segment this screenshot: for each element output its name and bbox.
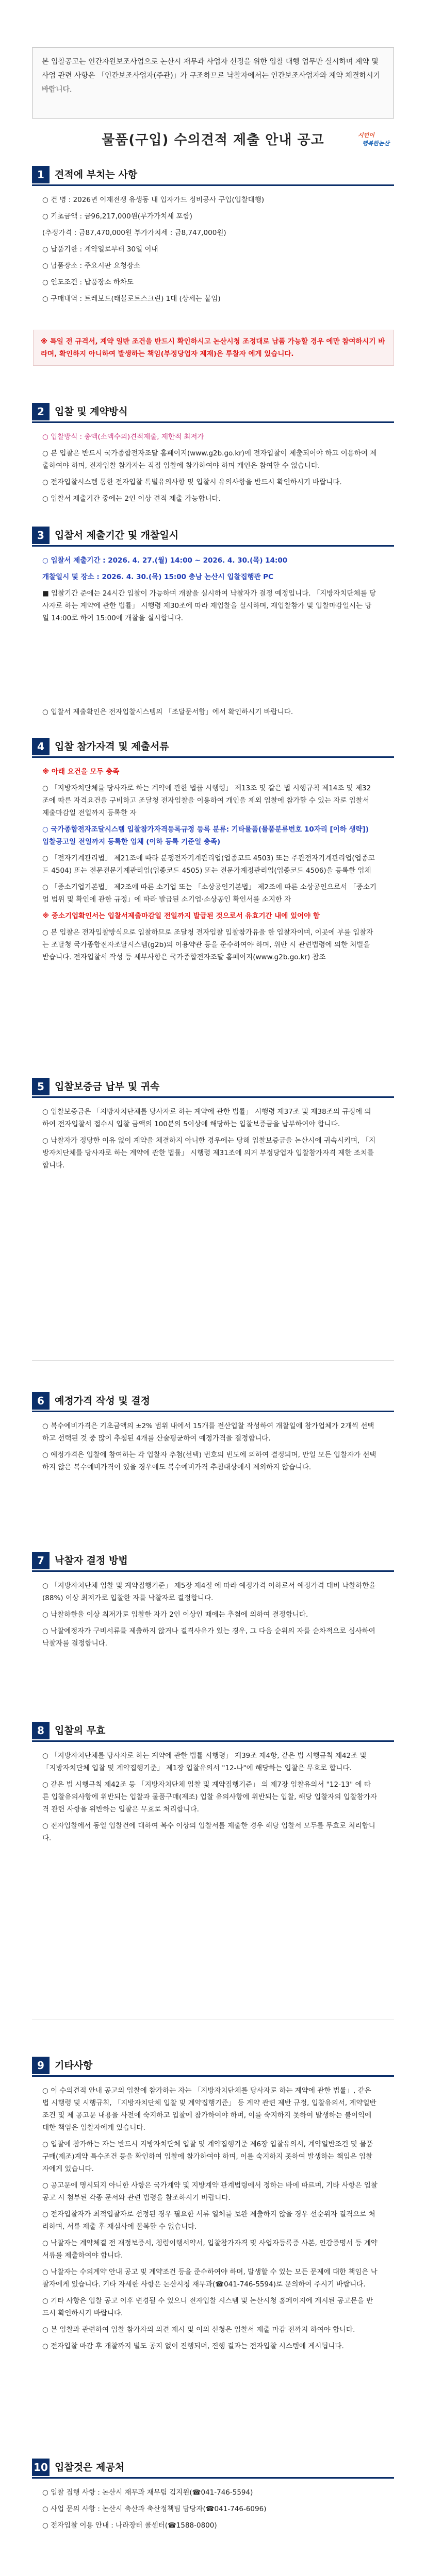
line: ○ 본 입찰은 전자입찰방식으로 입찰하므로 조달청 전자입찰 입찰참가유을 한 입찰자이며, 이곳에 부를 입찰자는 조달청 국가종합전자조달시스템(g2b)의 이용약관 등을 준수하여야 하며, 위반 시 관련법령에 의한 처벌을 받습니다. 전자입찰서 작성 등 세부사항은 국가종합전자조달 홈페이지(www.g2b.go.kr) 참조 <box>42 928 373 961</box>
section-3-header <box>32 526 394 546</box>
section-3-body <box>42 554 378 629</box>
section-divider <box>32 1570 394 1572</box>
notice-text: 본 입찰공고는 인간자원보조사업으로 논산시 재무과 사업자 선정을 위한 입찰 대행 업무만 실시하며 계약 및 사업 관련 사항은 「인간보조사업자(주관)」가 구조하므로 낙찰자에서는 인간보조사업자와 계약 체결하시기 바랍니다. <box>42 58 381 94</box>
section-7-body <box>42 1580 378 1654</box>
line: ○ 이 수의견적 안내 공고의 입찰에 참가하는 자는 「지방자치단체를 당사자로 하는 계약에 관한 법률」, 같은 법 시행령 및 시행규칙, 「지방자치단체 입찰 및 계약집행기준」 등 계약 관련 제반 규정, 입찰유의서, 계약일반조건 및 제 공고문 내용을 사전에 숙지하고 입찰에 참가하여야 하며, 이를 숙지하지 못하여 발생하는 불이익에 대한 책임은 입찰자에게 있습니다. <box>42 2087 376 2132</box>
section-8-header <box>32 1721 394 1741</box>
line: ○ 전자입찰 이용 안내 : 나라장터 콜센터(☎1588-0800) <box>42 2521 217 2530</box>
line: ○ 입찰서 제출기간 중에는 2인 이상 견적 제출 가능합니다. <box>42 495 221 503</box>
section-4-header <box>32 737 394 757</box>
section-4-title: 입찰 참가자격 및 제출서류 <box>55 741 169 752</box>
section-5-title: 입찰보증금 납부 및 귀속 <box>55 1081 160 1092</box>
section-divider <box>32 1096 394 1098</box>
section-divider <box>32 545 394 547</box>
line: ○ 입찰방식 : 총액(소액수의)견적제출, 제한적 최저가 <box>42 433 204 441</box>
section-6-number: 6 <box>32 1392 50 1410</box>
line: (추정가격 : 금87,470,000원 부가가치세 : 금8,747,000원) <box>42 229 226 237</box>
section-1-body <box>42 194 378 309</box>
section-10-header <box>32 2458 394 2478</box>
note-text: ※ 특일 전 규격서, 계약 일반 조건을 반드시 확인하시고 논산시청 조정대로 납품 가능할 경우 에만 참여하시기 바라며, 확인하지 아니하여 발생하는 책임(부정당업자 제재)은 투찰자 에게 있습니다. <box>41 337 385 358</box>
line: ○ 「중소기업기본법」 제2조에 따른 소기업 또는 「소상공인기본법」 제2조에 따른 소상공인으로서 「중소기업 범위 및 확인에 관한 규정」에 따라 발급된 소기업·소상공인 확인서를 소지한 자 <box>42 883 376 904</box>
section-divider <box>32 2477 394 2479</box>
line: ○ 낙찰자는 계약체결 전 재정보증서, 청렴이행서약서, 입찰참가자격 및 사업자등록증 사본, 인감증명서 등 계약서류를 제출하여야 합니다. <box>42 2239 378 2260</box>
line: ○ 같은 법 시행규칙 제42조 등 「지방자치단체 입찰 및 계약집행기준」 의 제7장 입찰유의서 "12-13" 에 따른 입찰유의사항에 위반되는 입찰과 물품구매(제조) 입찰 유의사항에 위반되는 입찰, 해당 입찰자의 입찰참가자격 관련 사항을 위반하는 입찰은 무효로 처리합니다. <box>42 1781 377 1814</box>
section-divider <box>32 2075 394 2077</box>
notice-box <box>32 47 394 118</box>
section-2-body <box>42 431 378 509</box>
section-divider <box>32 756 394 758</box>
line: ○ 구매내역 : 트레보드(태블로트스크린) 1대 (상세는 붙임) <box>42 295 221 303</box>
section-1-number: 1 <box>32 166 50 183</box>
line: ○ 낙찰자가 정당한 이유 없이 계약을 체결하지 아니한 경우에는 당해 입찰보증금을 논산시에 귀속시키며, 「지방자치단체를 당사자로 하는 계약에 관한 법률」 시행령 제31조에 의거 부정당업자 입찰참가자격 제한 조치를 합니다. <box>42 1137 376 1170</box>
line: ○ 「전자기계관리법」 제21조에 따라 분쟁전자기계관리업(업종코드 4503) 또는 주관전자기계관리업(업종코드 4504) 또는 전문전문기계관리업(업종코드 4505) 또는 전문가계정관리업(업종코드 4506)을 등록한 업체 <box>42 854 375 875</box>
line: ○ 전자입찰 마감 후 개찰까지 별도 공지 없이 진행되며, 진행 결과는 전자입찰 시스템에 게시됩니다. <box>42 2342 344 2350</box>
line: ○ 전자입찰시스템 통한 전자입찰 특별유의사항 및 입찰시 유의사항을 반드시 확인하시기 바랍니다. <box>42 478 342 486</box>
section-5-number: 5 <box>32 1078 50 1095</box>
section-2-number: 2 <box>32 403 50 420</box>
line: ○ 기타 사항은 입찰 공고 이후 변경될 수 있으니 전자입찰 시스템 및 논산시청 홈페이지에 게시된 공고문을 반드시 확인하시기 바랍니다. <box>42 2297 373 2317</box>
line: ○ 사업 문의 사항 : 논산시 축산과 축산정책팀 담당자(☎041-746-6096) <box>42 2505 267 2513</box>
line: ■ 입찰기간 준에는 24시간 입찰이 가능하며 개찰을 실시하여 낙찰자가 결정 예정입니다. 「지방자치단체를 당사자로 하는 계약에 관한 법률」 시행령 제30조에 따라 재입찰을 실시하며, 재입찰참가 및 입찰마감일시는 당일 14:00로 하여 15:00에 개찰을 실시합니다. <box>42 589 376 622</box>
line: ※ 아래 요건을 모두 충족 <box>42 768 120 776</box>
section-8-body <box>42 1750 378 1849</box>
line: ○ 입찰서 제출기간 : 2026. 4. 27.(월) 14:00 ~ 2026. 4. 30.(목) 14:00 <box>42 556 288 565</box>
section-1-note <box>33 330 394 366</box>
section-9-body <box>42 2084 378 2357</box>
nonsan-logo <box>358 130 395 150</box>
line: ○ 기초금액 : 금96,217,000원(부가가치세 포함) <box>42 212 192 221</box>
section-7-number: 7 <box>32 1552 50 1569</box>
section-8-number: 8 <box>32 1722 50 1739</box>
logo-line-2: 행복한논산 <box>362 140 390 147</box>
line: ○ 입찰에 참가하는 자는 반드시 지방자치단체 입찰 및 계약집행기준 제6장 입찰유의서, 계약일반조건 및 물품구매(제조)계약 특수조건 등을 확인하여 입찰에 참가하여야 하며, 이를 숙지하지 못하여 발생하는 책임은 입찰자에게 있습니다. <box>42 2140 373 2173</box>
section-5-body <box>42 1106 378 1176</box>
line: ○ 국가종합전자조달시스템 입찰참가자격등록규정 등록 분류: 기타물품(물품분류번호 10자리 [이하 생략]) 입찰공고일 전일까지 등록한 업체 (이하 등록 기준일 충족) <box>42 825 369 846</box>
section-4-body <box>42 766 378 968</box>
line: ○ 낙찰자는 수의계약 안내 공고 및 계약조건 등을 준수하여야 하며, 발생할 수 있는 모든 문제에 대한 책임은 낙찰자에게 있습니다. 기타 자세한 사항은 논산시청 재무과(☎041-746-5594)로 문의하여 주시기 바랍니다. <box>42 2268 378 2289</box>
section-divider <box>32 1740 394 1742</box>
page-title: 물품(구입) 수의견적 제출 안내 공고 <box>102 132 324 148</box>
section-6-title: 예정가격 작성 및 결정 <box>55 1395 151 1406</box>
line: ○ 입찰서 제출확인은 전자입찰시스템의 「조달문서함」에서 확인하시기 바랍니다. <box>42 708 293 716</box>
section-3-after <box>42 706 378 722</box>
section-divider <box>32 421 394 423</box>
line: ○ 복수예비가격은 기초금액의 ±2% 범위 내에서 15개를 전산입찰 작성하여 개찰일에 참가업체가 2개씩 선택하고 선택된 것 중 많이 추첨된 4개를 산술평균하여 예정가격을 결정합니다. <box>42 1422 374 1443</box>
line: ○ 인도조건 : 납품장소 하차도 <box>42 278 134 286</box>
line: ○ 입찰보증금은 「지방자치단체를 당사자로 하는 계약에 관한 법률」 시행령 제37조 및 제38조의 규정에 의하여 전자입찰서 접수시 입찰 금액의 100분의 5이상에 해당하는 입찰보증금을 납부하여야 합니다. <box>42 1108 371 1128</box>
line: ○ 「지방자치단체를 당사자로 하는 계약에 관한 법률 시행령」 제39조 제4항, 같은 법 시행규칙 제42조 및 「지방자치단체 입찰 및 계약집행기준」 제1장 입찰유의서 "12-나"에 해당하는 입찰은 무효로 합니다. <box>42 1752 367 1772</box>
section-10-title: 입찰것은 제공처 <box>55 2462 125 2473</box>
line: ○ 본 입찰은 반드시 국가종합전자조달 홈페이지(www.g2b.go.kr)에 전자입찰이 제출되어야 하고 이용하여 제출하여야 하며, 전자입찰 참가자는 직접 입찰에 참가하여야 하며 개인은 참여할 수 없습니다. <box>42 449 377 470</box>
line: ○ 건 명 : 2026년 이재전쟁 유생동 내 입자가드 정비공사 구입(입찰대행) <box>42 196 265 204</box>
section-divider <box>32 184 394 186</box>
section-9-title: 기타사항 <box>55 2060 93 2071</box>
line: ○ 납품장소 : 주요시판 요청장소 <box>42 262 140 270</box>
line: ○ 낙찰하한율 이상 최저가로 입찰한 자가 2인 이상인 때에는 추첨에 의하여 결정합니다. <box>42 1611 308 1619</box>
line: ○ 예정가격은 입찰에 참여하는 각 입찰자 추첨(선택) 번호의 빈도에 의하여 결정되며, 만일 모든 입찰자가 선택하지 않은 복수예비가격이 있을 경우에도 복수예비가격 추첨대상에서 제외하지 않습니다. <box>42 1451 376 1471</box>
section-10-body <box>42 2486 378 2536</box>
section-10-number: 10 <box>32 2459 50 2476</box>
line: ○ 전자입찰자가 최적입찰자로 선정된 경우 필요한 서류 일체를 보완 제출하지 않을 경우 선순위자 결격으로 처리하며, 서류 제출 후 재심사에 불복할 수 없습니다. <box>42 2210 375 2231</box>
section-1-header <box>32 165 394 185</box>
line: 개찰일시 및 장소 : 2026. 4. 30.(목) 15:00 충남 논산시 입찰집행관 PC <box>42 573 274 581</box>
logo-line-1: 시민이 <box>358 132 374 139</box>
section-9-header <box>32 2056 394 2076</box>
line: ○ 납품기한 : 계약일로부터 30일 이내 <box>42 245 158 253</box>
section-divider <box>32 1411 394 1412</box>
line: ○ 본 입찰과 관련하여 입찰 참가자의 의견 제시 및 이의 신청은 입찰서 제출 마감 전까지 하여야 합니다. <box>42 2326 355 2334</box>
line: ○ 「지방자치단체를 당사자로 하는 계약에 관한 법률 시행령」 제13조 및 같은 법 시행규칙 제14조 및 제32조에 따른 자격요건을 구비하고 조달청 전자입찰을 이용하여 개인을 제외 입찰에 참가할 수 있는 자로 입찰서 제출마감일 전일까지 등록한 자 <box>42 784 371 817</box>
section-2-header <box>32 402 394 422</box>
section-6-body <box>42 1420 378 1478</box>
separator-line <box>32 1360 394 1361</box>
section-9-number: 9 <box>32 2057 50 2074</box>
line: ○ 입찰 집행 사항 : 논산시 재무과 재무팀 김지원(☎041-746-5594) <box>42 2488 253 2497</box>
section-3-title: 입찰서 제출기간 및 개찰일시 <box>55 530 179 541</box>
line: ○ 공고문에 명시되지 아니한 사항은 국가계약 및 지방계약 관계법령에서 정하는 바에 따르며, 기타 사항은 입찰 공고 시 첨부된 각종 문서와 관련 법령을 참조하시기 바랍니다. <box>42 2181 378 2202</box>
section-7-title: 낙찰자 결정 방법 <box>55 1555 128 1566</box>
section-2-title: 입찰 및 계약방식 <box>55 406 128 417</box>
section-4-number: 4 <box>32 738 50 755</box>
line: ○ 전자입찰에서 동일 입찰건에 대하여 복수 이상의 입찰서를 제출한 경우 해당 입찰서 모두를 무효로 처리합니다. <box>42 1822 375 1842</box>
section-1-title: 견적에 부치는 사항 <box>55 169 138 180</box>
section-6-header <box>32 1391 394 1412</box>
section-3-number: 3 <box>32 527 50 544</box>
line: ○ 「지방자치단체 입찰 및 계약집행기준」 제5장 제4절 에 따라 예정가격 이하로서 예정가격 대비 낙찰하한율(88%) 이상 최저가로 입찰한 자를 낙찰자로 결정합니다. <box>42 1582 376 1602</box>
section-7-header <box>32 1551 394 1571</box>
line: ※ 중소기업확인서는 입찰서제출마감일 전일까지 발급된 것으로서 유효기간 내에 있어야 함 <box>42 912 320 920</box>
section-8-title: 입찰의 무효 <box>55 1725 106 1736</box>
section-5-header <box>32 1077 394 1097</box>
line: ○ 낙찰예정자가 구비서류를 제출하지 않거나 결격사유가 있는 경우, 그 다음 순위의 자를 순차적으로 심사하여 낙찰자를 결정합니다. <box>42 1627 375 1648</box>
